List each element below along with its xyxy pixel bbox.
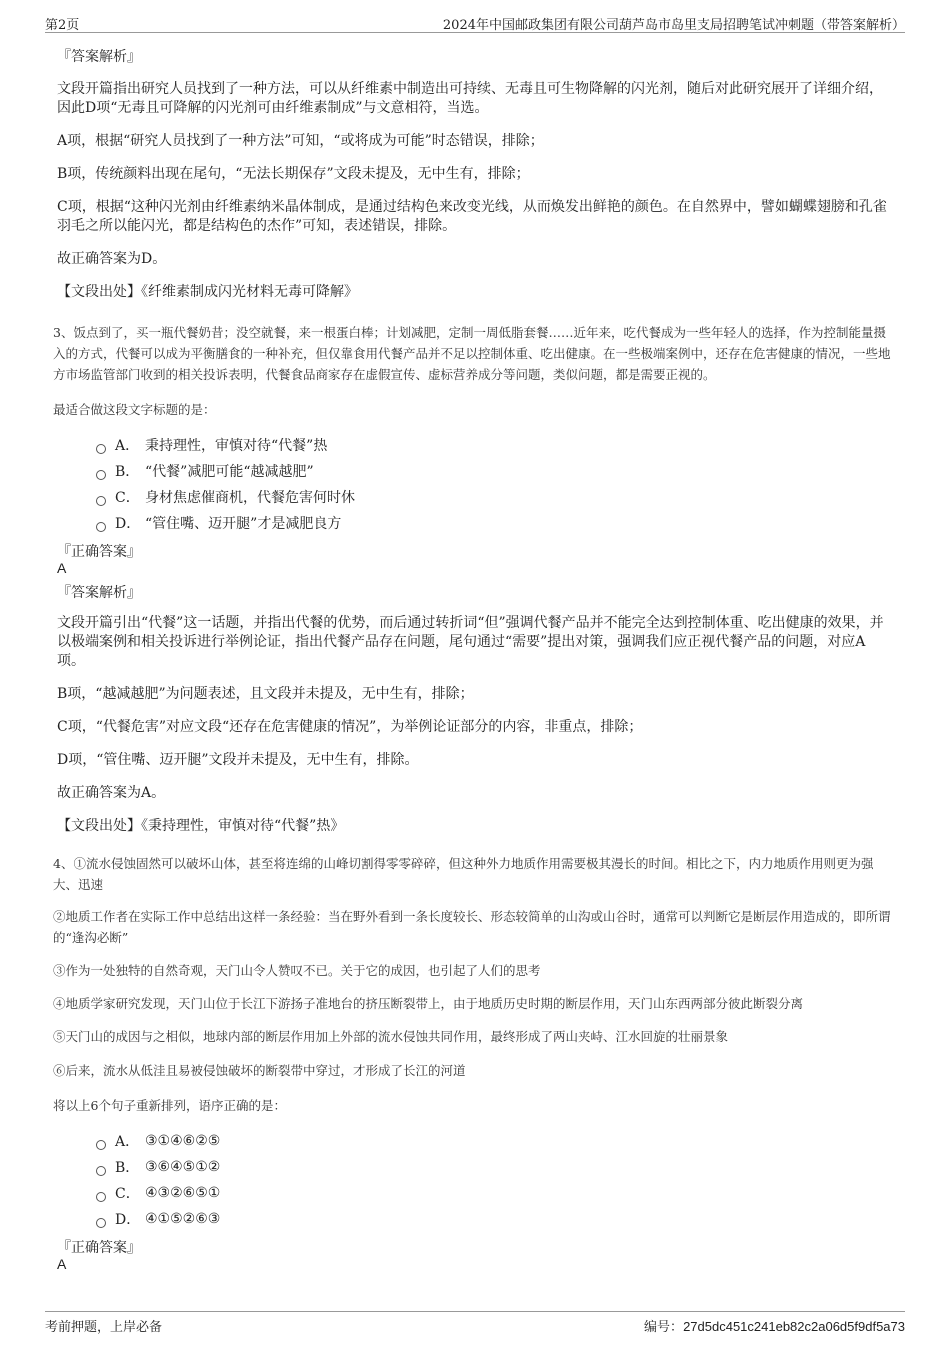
radio-icon[interactable] [96, 1166, 106, 1176]
page-header [45, 12, 905, 33]
question-4-options [96, 1128, 220, 1232]
option-c[interactable]: C． ④③②⑥⑤① [96, 1180, 220, 1206]
correct-answer-label: 『正确答案』 [57, 1240, 141, 1256]
source-citation: 【文段出处】《纤维素制成闪光材料无毒可降解》 [57, 284, 358, 300]
question-3-prompt: 最适合做这段文字标题的是： [53, 402, 216, 417]
previous-question-analysis [57, 46, 892, 314]
analysis-paragraph: B项，“越减越肥”为问题表述，且文段并未提及，无中生有，排除； [57, 686, 474, 702]
analysis-paragraph: C项，根据“这种闪光剂由纤维素纳米晶体制成，是通过结构色来改变光线，从而焕发出鲜艳的颜色。在自然界中，譬如蝴蝶翅膀和孔雀羽毛之所以能闪光，都是结构色的杰作”可知，表述错误，排除。 [57, 199, 887, 234]
document-title: 2024年中国邮政集团有限公司葫芦岛市岛里支局招聘笔试冲刺题（带答案解析） [442, 18, 905, 33]
radio-icon[interactable] [96, 1140, 106, 1150]
analysis-paragraph: C项，“代餐危害”对应文段“还存在危害健康的情况”，为举例论证部分的内容，非重点，排除； [57, 719, 643, 735]
question-4-sentence-3: ③作为一处独特的自然奇观，天门山令人赞叹不已。关于它的成因，也引起了人们的思考 [53, 963, 541, 978]
analysis-paragraph: 故正确答案为A。 [57, 785, 166, 801]
code-value: 27d5dc451c241eb82c2a06d5f9df5a73 [683, 1319, 905, 1334]
question-4-sentence-4: ④地质学家研究发现，天门山位于长江下游扬子准地台的挤压断裂带上，由于地质历史时期的断层作用，天门山东西两部分彼此断裂分离 [53, 996, 804, 1011]
radio-icon[interactable] [96, 444, 106, 454]
question-3-analysis [57, 614, 892, 848]
document-code [644, 1316, 905, 1335]
option-b[interactable]: B． ③⑥④⑤①② [96, 1154, 220, 1180]
footer-slogan: 考前押题，上岸必备 [45, 1320, 163, 1335]
question-4-prompt: 将以上6个句子重新排列，语序正确的是： [53, 1098, 286, 1113]
question-4-sentence-2: ②地质工作者在实际工作中总结出这样一条经验：当在野外看到一条长度较长、形态较简单的山沟或山谷时，通常可以判断它是断层作用造成的，即所谓的“逢沟必断” [53, 909, 891, 945]
question-4-sentence-1: 4、①流水侵蚀固然可以破坏山体，甚至将连绵的山峰切割得零零碎碎，但这种外力地质作用需要极其漫长的时间。相比之下，内力地质作用则更为强大、迅速 [53, 856, 874, 892]
analysis-label: 『答案解析』 [57, 49, 141, 65]
radio-icon[interactable] [96, 1218, 106, 1228]
radio-icon[interactable] [96, 522, 106, 532]
question-3-options [96, 432, 355, 536]
option-d[interactable]: D． “管住嘴、迈开腿”才是减肥良方 [96, 510, 355, 536]
analysis-label: 『答案解析』 [57, 585, 141, 601]
analysis-paragraph: 文段开篇指出研究人员找到了一种方法，可以从纤维素中制造出可持续、无毒且可生物降解的闪光剂，随后对此研究展开了详细介绍，因此D项“无毒且可降解的闪光剂可由纤维素制成”与文意相符，当选。 [57, 81, 883, 116]
correct-answer-label: 『正确答案』 [57, 544, 141, 560]
radio-icon[interactable] [96, 470, 106, 480]
page-footer [45, 1311, 905, 1334]
analysis-paragraph: A项，根据“研究人员找到了一种方法”可知，“或将成为可能”时态错误，排除； [57, 133, 544, 149]
option-b[interactable]: B． “代餐”减肥可能“越减越肥” [96, 458, 355, 484]
analysis-paragraph: 故正确答案为D。 [57, 251, 167, 267]
analysis-paragraph: B项，传统颜料出现在尾句，“无法长期保存”文段未提及，无中生有，排除； [57, 166, 530, 182]
code-label: 编号： [644, 1320, 684, 1335]
analysis-paragraph: 文段开篇引出“代餐”这一话题，并指出代餐的优势，而后通过转折词“但”强调代餐产品并不能完全达到控制体重、吃出健康的效果，并以极端案例和相关投诉进行举例论证，指出代餐产品存在问题，尾句通过“需要”提出对策，强调我们应正视代餐产品的问题，对应A项。 [57, 615, 884, 669]
option-d[interactable]: D． ④①⑤②⑥③ [96, 1206, 220, 1232]
correct-answer-value: A [57, 1256, 67, 1272]
radio-icon[interactable] [96, 1192, 106, 1202]
correct-answer-value: A [57, 560, 67, 576]
question-4-sentence-5: ⑤天门山的成因与之相似，地球内部的断层作用加上外部的流水侵蚀共同作用，最终形成了两山夹峙、江水回旋的壮丽景象 [53, 1029, 729, 1044]
option-c[interactable]: C． 身材焦虑催商机，代餐危害何时休 [96, 484, 355, 510]
source-citation: 【文段出处】《秉持理性，审慎对待“代餐”热》 [57, 818, 345, 834]
option-a[interactable]: A． ③①④⑥②⑤ [96, 1128, 220, 1154]
page-number: 第2页 [45, 18, 80, 33]
question-4-sentence-6: ⑥后来，流水从低洼且易被侵蚀破坏的断裂带中穿过，才形成了长江的河道 [53, 1063, 466, 1078]
radio-icon[interactable] [96, 496, 106, 506]
option-a[interactable]: A． 秉持理性，审慎对待“代餐”热 [96, 432, 355, 458]
question-3-stem: 3、饭点到了，买一瓶代餐奶昔；没空就餐，来一根蛋白棒；计划减肥，定制一周低脂套餐……近年来，吃代餐成为一些年轻人的选择，作为控制能量摄入的方式，代餐可以成为平衡膳食的一种补充，但仅靠食用代餐产品并不足以控制体重、吃出健康。在一些极端案例中，还存在危害健康的情况，一些地方市场监管部门收到的相关投诉表明，代餐食品商家存在虚假宣传、虚标营养成分等问题，类似问题，都是需要正视的。 [53, 325, 891, 382]
analysis-paragraph: D项，“管住嘴、迈开腿”文段并未提及，无中生有，排除。 [57, 752, 419, 768]
